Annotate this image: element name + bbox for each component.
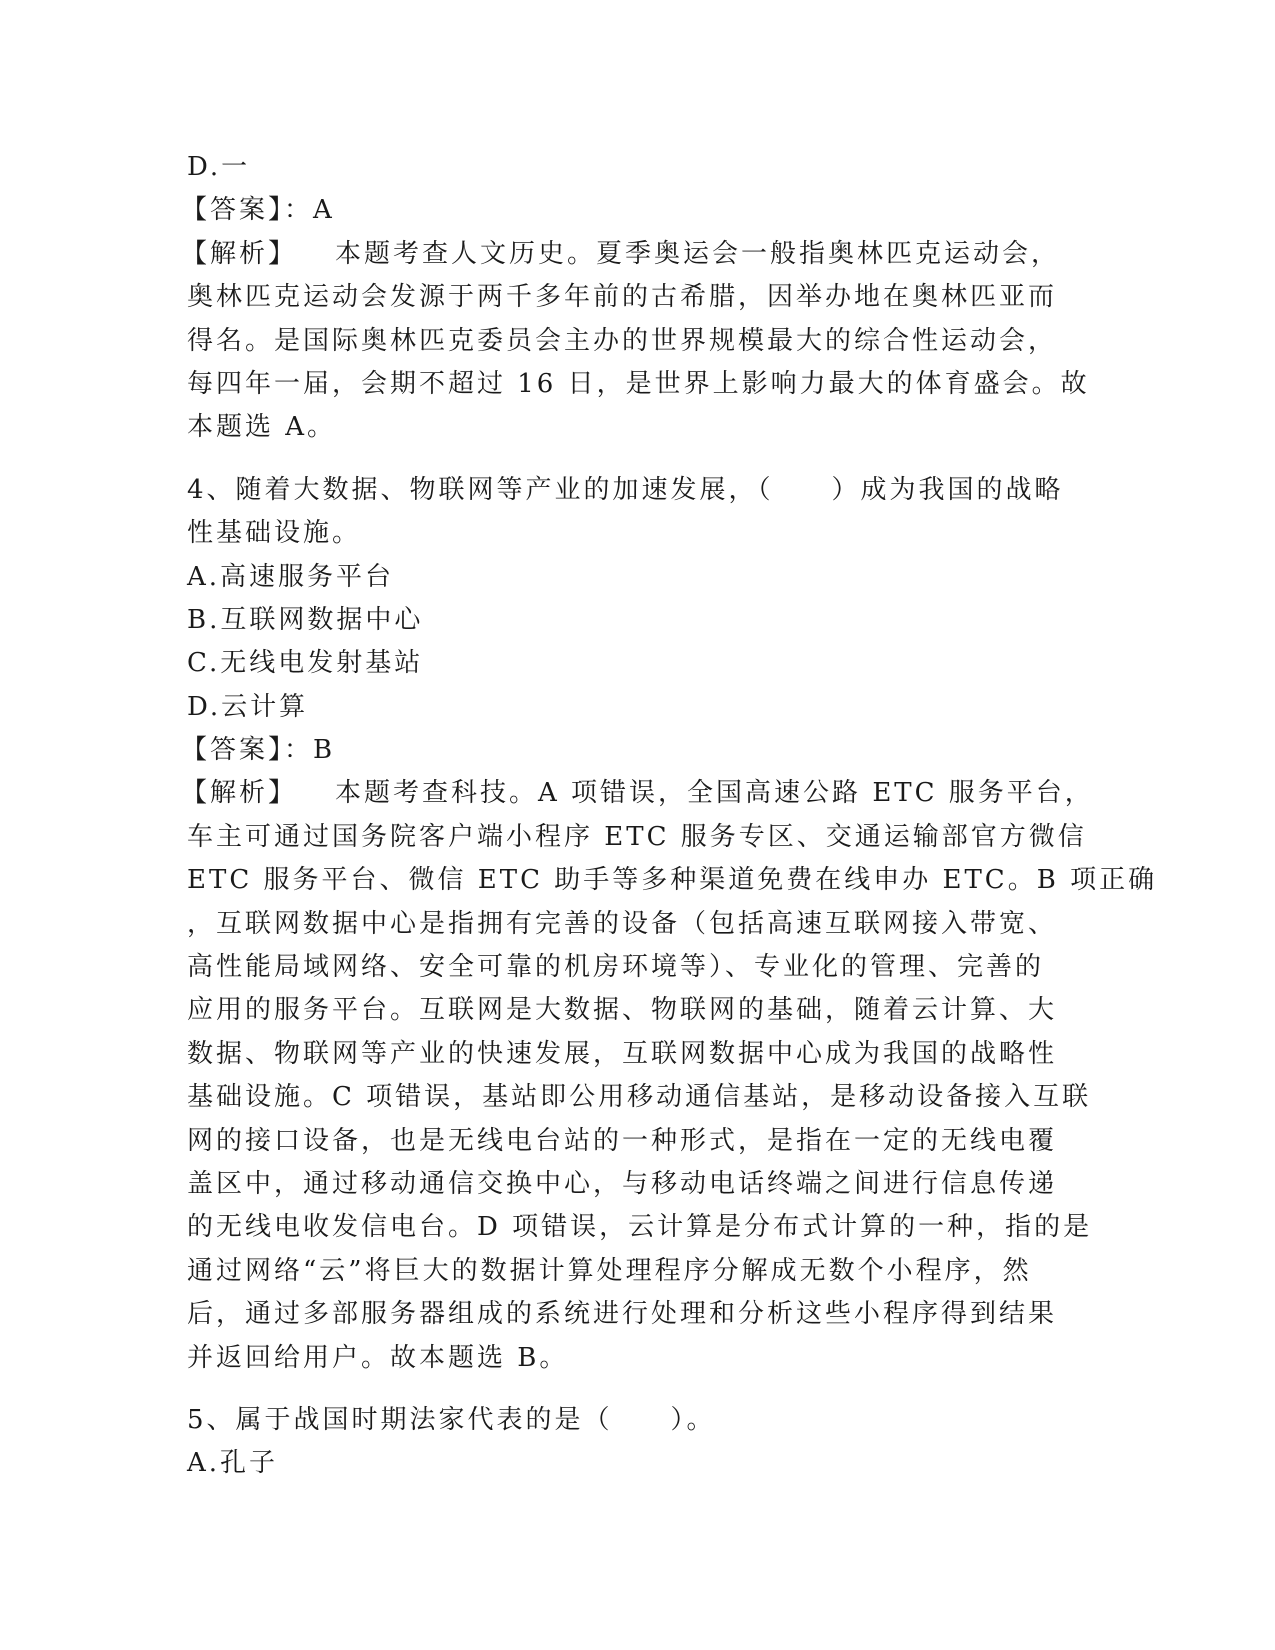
q4-option-a: A.高速服务平台: [187, 561, 395, 592]
q3-analysis-line-2: 奥林匹克运动会发源于两千多年前的古希腊，因举办地在奥林匹亚而: [187, 282, 1058, 313]
q3-answer: [181, 189, 1087, 232]
answer-separator: ：: [284, 735, 314, 766]
q4-analysis-line-14: 并返回给用户。故本题选 B。: [187, 1342, 569, 1373]
q4-analysis-line-5: 高性能局域网络、安全可靠的机房环境等）、专业化的管理、完善的: [187, 952, 1045, 983]
q4-answer: [181, 729, 1087, 772]
answer-separator: ：: [284, 195, 314, 226]
q4-stem-line-1: 4、随着大数据、物联网等产业的加速发展，（ ）成为我国的战略: [187, 474, 1064, 505]
q4-option-c: C.无线电发射基站: [187, 648, 424, 679]
answer-label: 【答案】: [181, 735, 285, 766]
document-page: [181, 146, 1158, 1486]
q4-stem-line-2: 性基础设施。: [187, 518, 362, 549]
q4-option-b: B.互联网数据中心: [187, 604, 424, 635]
q4-option-d: D.云计算: [187, 691, 309, 722]
q4-analysis-line-3: ETC 服务平台、微信 ETC 助手等多种渠道免费在线申办 ETC。B 项正确: [187, 865, 1158, 896]
answer-value: A: [313, 195, 335, 226]
q4-analysis-line-10: 盖区中，通过移动通信交换中心，与移动电话终端之间进行信息传递: [187, 1168, 1058, 1199]
q4-analysis-line-4: ，互联网数据中心是指拥有完善的设备（包括高速互联网接入带宽、: [187, 908, 1058, 939]
q3-analysis-line-4: 每四年一届，会期不超过 16 日，是世界上影响力最大的体育盛会。故: [187, 368, 1090, 399]
answer-value: B: [313, 735, 336, 766]
answer-label: 【答案】: [181, 195, 285, 226]
analysis-label: 【解析】: [181, 778, 298, 809]
q4-analysis-line-7: 数据、物联网等产业的快速发展，互联网数据中心成为我国的战略性: [187, 1038, 1058, 1069]
q4-analysis-line-1: [181, 772, 1094, 815]
analysis-text: 本题考查科技。A 项错误，全国高速公路 ETC 服务平台，: [335, 778, 1094, 809]
q3-analysis-line-1: [181, 233, 1087, 276]
analysis-text: 本题考查人文历史。夏季奥运会一般指奥林匹克运动会，: [335, 238, 1061, 269]
q4-analysis-line-12: 通过网络“云”将巨大的数据计算处理程序分解成无数个小程序，然: [187, 1255, 1032, 1286]
analysis-label: 【解析】: [181, 238, 298, 269]
q4-analysis-line-9: 网的接口设备，也是无线电台站的一种形式，是指在一定的无线电覆: [187, 1125, 1058, 1156]
q4-analysis-line-13: 后，通过多部服务器组成的系统进行处理和分析这些小程序得到结果: [187, 1299, 1058, 1330]
q4-analysis-line-6: 应用的服务平台。互联网是大数据、物联网的基础，随着云计算、大: [187, 995, 1058, 1026]
q3-analysis-line-5: 本题选 A。: [187, 412, 337, 443]
q4-analysis-line-11: 的无线电收发信电台。D 项错误，云计算是分布式计算的一种，指的是: [187, 1212, 1093, 1243]
q4-analysis-line-2: 车主可通过国务院客户端小程序 ETC 服务专区、交通运输部官方微信: [187, 821, 1087, 852]
q3-option-d: D.一: [187, 152, 251, 182]
q3-analysis-line-3: 得名。是国际奥林匹克委员会主办的世界规模最大的综合性运动会，: [187, 325, 1058, 356]
q5-option-a: A.孔子: [187, 1448, 279, 1479]
q5-stem: 5、属于战国时期法家代表的是（ ）。: [187, 1404, 716, 1435]
q4-analysis-line-8: 基础设施。C 项错误，基站即公用移动通信基站，是移动设备接入互联: [187, 1082, 1092, 1113]
